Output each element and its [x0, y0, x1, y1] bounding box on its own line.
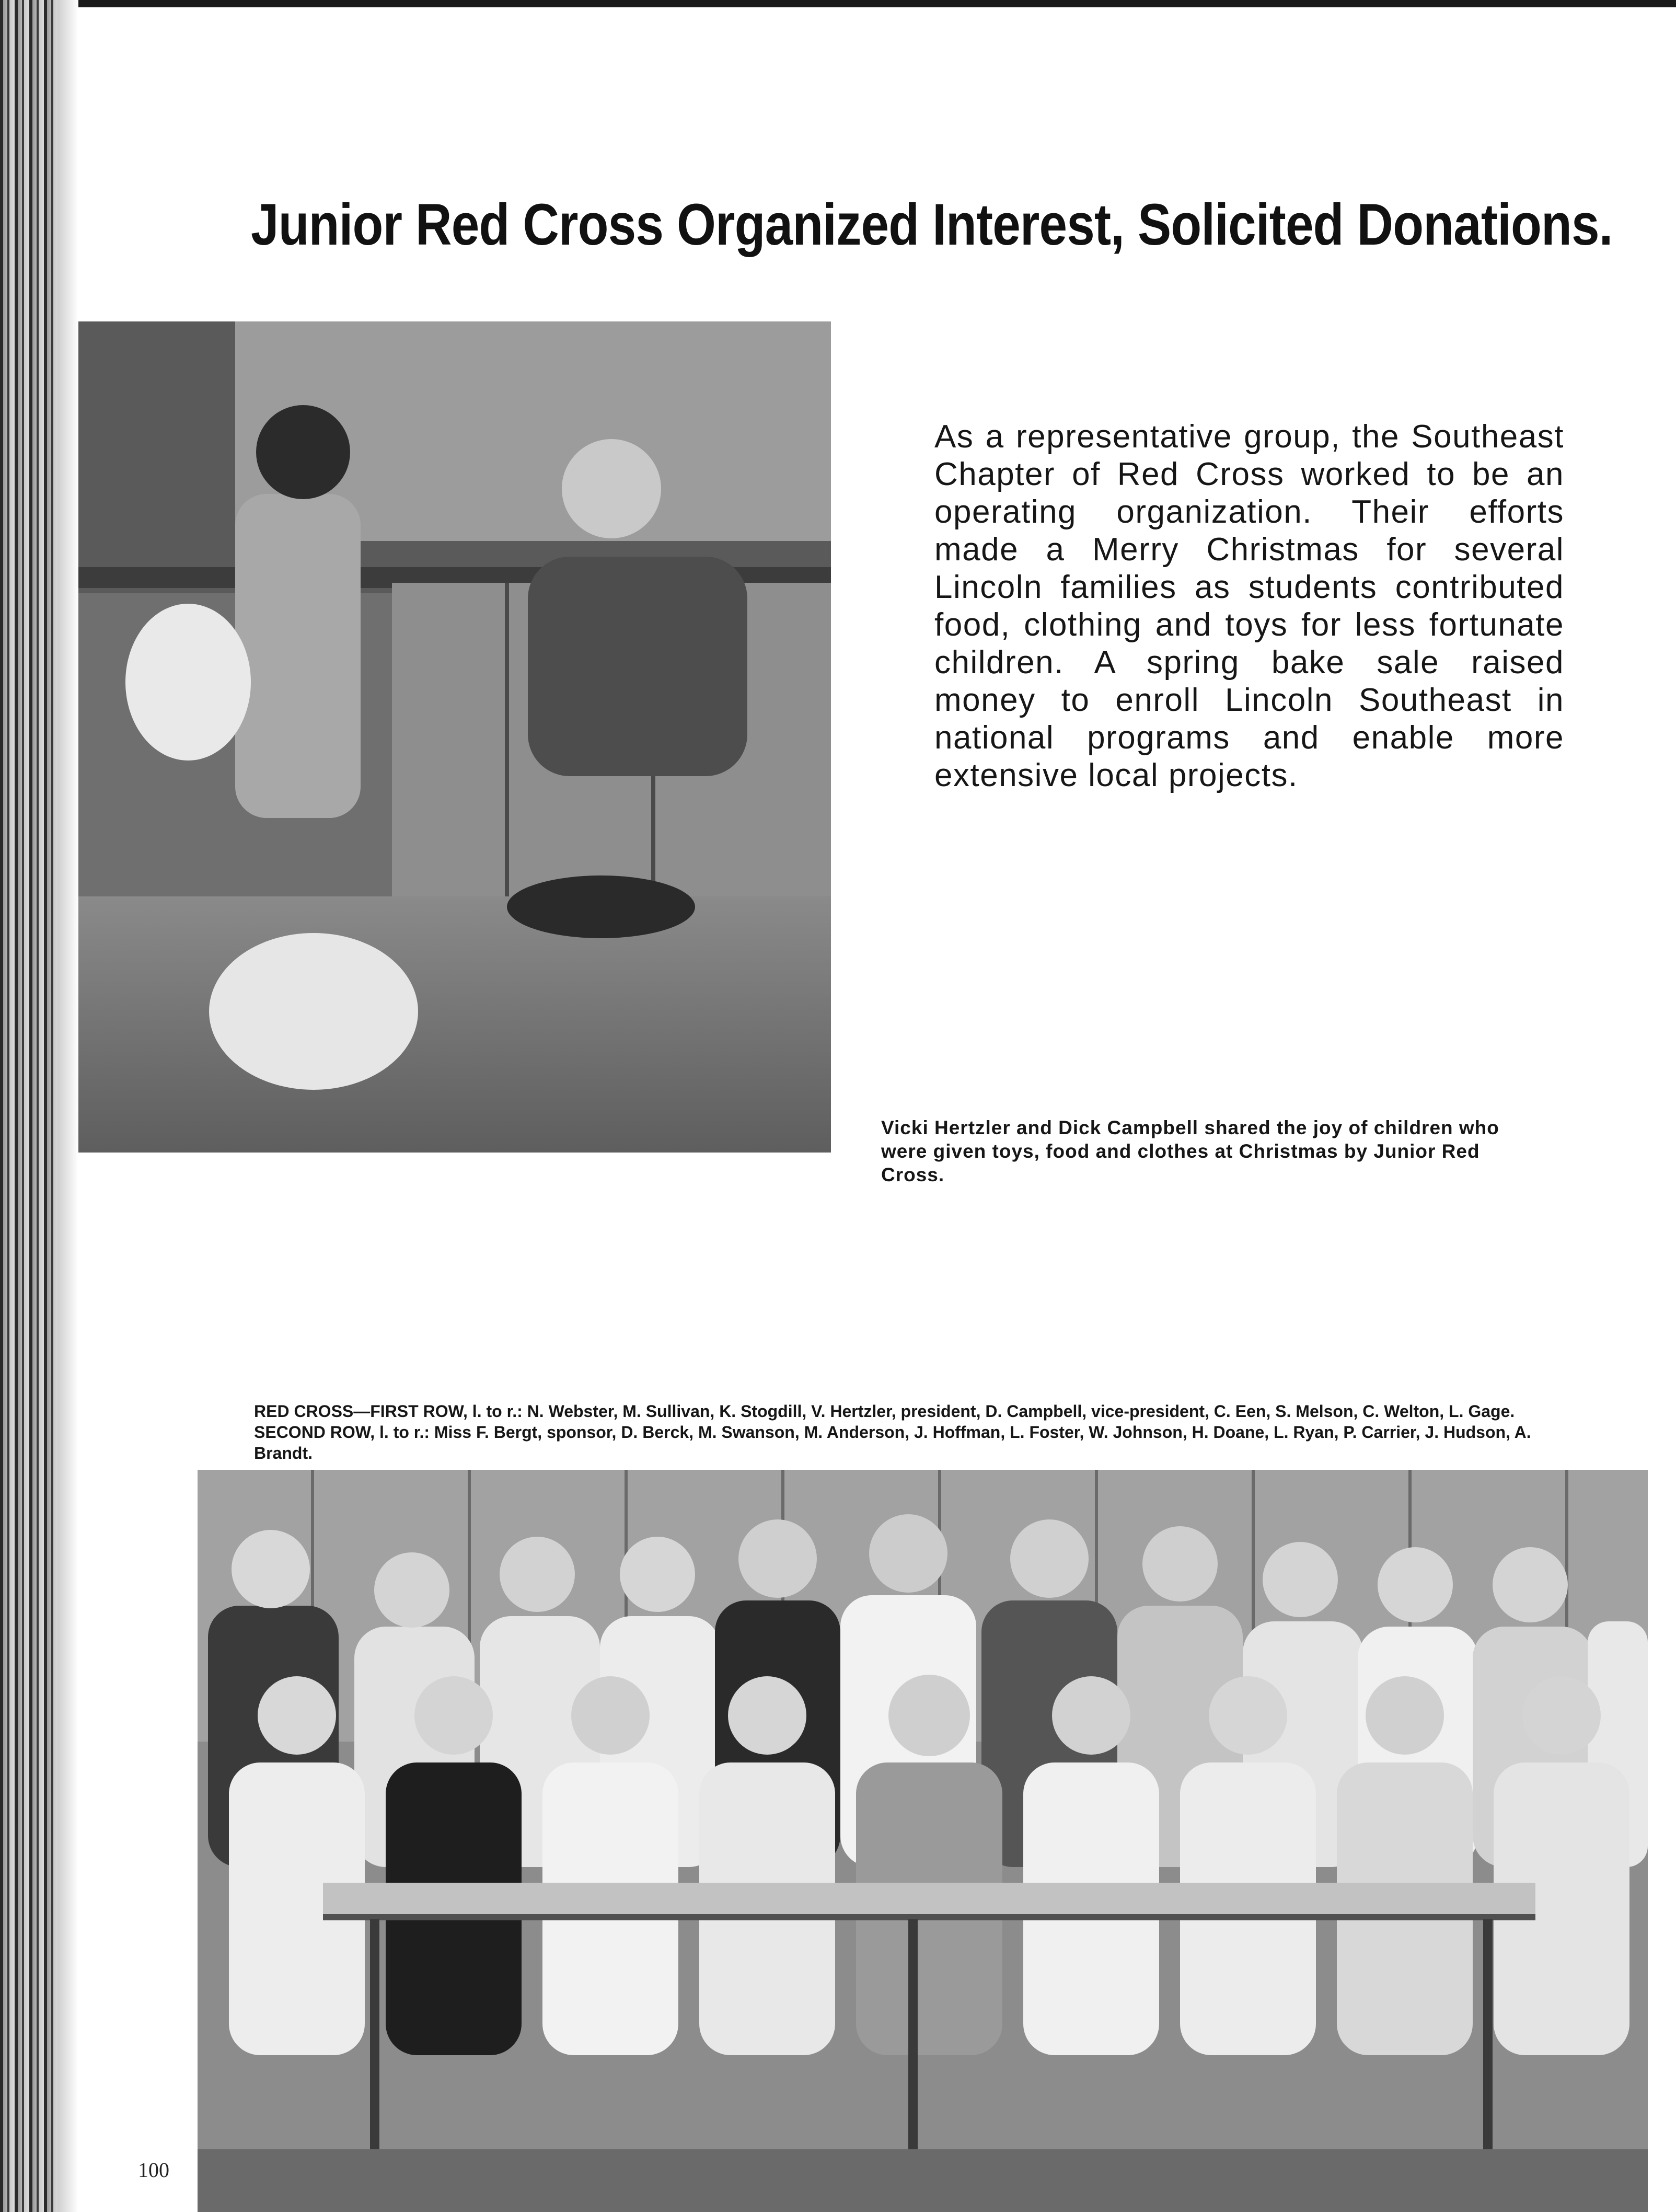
photo-toys-christmas [78, 321, 831, 1153]
photo-toys-illustration [78, 321, 831, 1153]
book-binding-edge [0, 0, 78, 2212]
group-photo-caption: RED CROSS—FIRST ROW, l. to r.: N. Webster, M. Sullivan, K. Stogdill, V. Hertzler, president, D. Campbell, vice-president, C. Een, S. Melson, C. Welton, L. Gage. SECOND ROW, l. to r.: Miss F. Bergt, sponsor, D. Berck, M. Swanson, M. Anderson, J. Hoffman, L. Foster, W. Johnson, H. Doane, L. Ryan, P. Carrier, J. Hudson, A. Brandt. [254, 1402, 1531, 1462]
group-photo-illustration [198, 1470, 1648, 2212]
photo-caption: Vicki Hertzler and Dick Campbell shared the joy of children who were given toys, food and clothes at Christmas by Junior Red Cross. [881, 1117, 1499, 1185]
photo-red-cross-group [198, 1470, 1648, 2212]
page-title: Junior Red Cross Organized Interest, Solicited Donations. [251, 192, 1613, 258]
page-top-edge [78, 0, 1676, 7]
body-paragraph: As a representative group, the Southeast Chapter of Red Cross worked to be an operating organization. Their efforts made a Merry Christmas for several Lincoln families as students contributed food, clothing and toys for less fortunate children. A spring bake sale raised money to enroll Lincoln Southeast in national programs and enable more extensive local projects. [934, 419, 1564, 793]
page-number: 100 [138, 2158, 169, 2182]
